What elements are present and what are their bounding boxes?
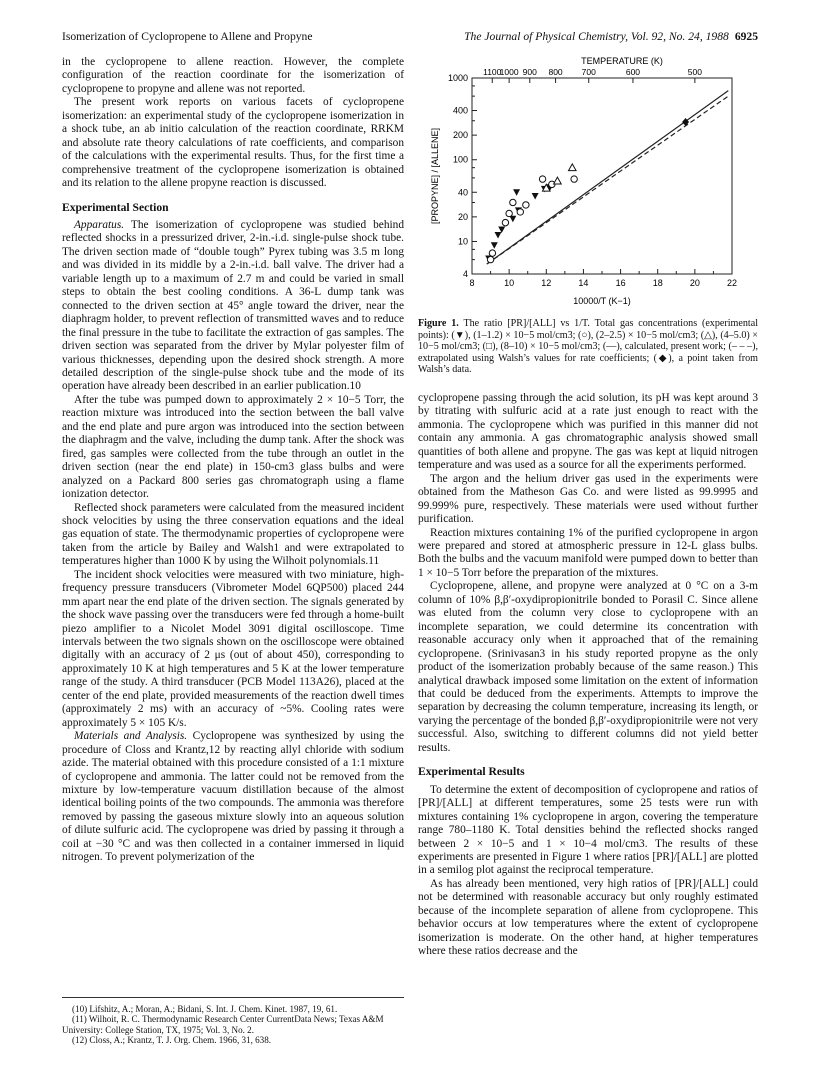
- y-tick-label: 20: [457, 211, 468, 222]
- top-tick-label: 600: [625, 67, 641, 77]
- right-column: [418, 392, 758, 959]
- section-heading-results: Experimental Results: [418, 765, 525, 779]
- paragraph-5: Reflected shock parameters were calculated from the measured incident shock velocities by using the three conservation equations and the ideal gas equation of state. The thermodynamic properties of cyclopropene were taken from the article by Bailey and Walsh1 and were extrapolated to temperatures higher than 1000 K by using the Wilhoit polynomials.11: [62, 501, 404, 568]
- data-point-circle: [523, 202, 529, 208]
- caption-text: The ratio [PR]/[ALL] vs 1/T. Total gas concentrations (experimental points): (▼), (1–1.2) × 10−5 mol/cm3; (○), (2–2.5) × 10−5 mol/cm3; (△), (4–5.0) × 10−5 mol/cm3; (□), (8–10) × 10−5 mol/cm3; (—), calculated, present work; (– – –), extrapolated using Walsh’s values for rate coefficients; (◆), a point taken from Walsh’s data.: [418, 318, 759, 376]
- x-tick-label: 20: [689, 278, 700, 288]
- top-tick-label: 500: [687, 67, 702, 77]
- paragraph-r4: Cyclopropene, allene, and propyne were analyzed at 0 °C on a 3-m column of 10% β,β′-oxydipropionitrile bonded to Porasil C. Since allene was eluted from the column very close to cyclopropene with an incomplete separation, we could determine its concentration with reasonable accuracy only when it approached that of the remaining cyclopropene. (Srinivasan3 in his study reported propyne as the only product of the isomerization probably because of the same reason.) This analytical drawback imposed some limitation on the extent of information that could be deduced from the experiments. Attempts to improve the separation by decreasing the column temperature, increasing its length, or varying the percentage of the bonded β,β′-oxydipropionitrile were not very successful. Also, switching to different columns did not yield better results.: [418, 580, 758, 754]
- y-tick-label: 1000: [447, 73, 468, 83]
- y-tick-label: 200: [452, 130, 468, 141]
- x-tick-label: 12: [541, 278, 552, 288]
- y-tick-label: 4: [462, 269, 468, 279]
- x-axis-label: 10000/T (K−1): [573, 296, 631, 306]
- data-point-up-triangle: [568, 164, 576, 171]
- x-tick-label: 10: [504, 278, 515, 288]
- data-point-circle: [571, 176, 577, 182]
- paragraph-r2: The argon and the helium driver gas used in the experiments were obtained from the Matheson Gas Co. and were listed as 99.9995 and 99.999% pure, respectively. These materials were used without further purification.: [418, 472, 758, 526]
- data-point-circle: [489, 250, 495, 256]
- page-number: 6925: [734, 30, 758, 43]
- data-point-down-triangle: [495, 232, 502, 239]
- x-tick-label: 16: [615, 278, 626, 288]
- paragraph-1: in the cyclopropene to allene reaction. However, the complete configuration of the reaction coordinate for the isomerization of cyclopropene to propyne and allene was not reported.: [62, 56, 404, 95]
- data-point-circle: [506, 210, 512, 216]
- top-axis-label: TEMPERATURE (K): [581, 56, 663, 66]
- y-tick-label: 10: [457, 236, 468, 247]
- paragraph-r1: cyclopropene passing through the acid solution, its pH was kept around 3 by titrating with sulfuric acid at a rate just enough to react with the ammonia. The cyclopropene which was purified in this manner did not contain any ammonia. A gas chromatographic analysis showed small quantities of both allene and propyne. The gas was kept at liquid nitrogen temperature and was used as a source for all the experiments performed.: [418, 392, 758, 472]
- y-tick-label: 100: [452, 154, 468, 165]
- data-point-circle: [510, 199, 516, 205]
- calculated-line: [487, 91, 728, 264]
- paragraph-r6: As has already been mentioned, very high ratios of [PR]/[ALL] could not be determined with reasonable accuracy but only roughly estimated because of the incomplete separation of allene from cyclopropene. This behavior occurs at low temperatures where the extent of cyclopropene isomerization is moderate. On the other hand, at higher temperatures where these ratios decrease and the: [418, 877, 758, 958]
- paragraph-r5: To determine the extent of decomposition of cyclopropene and ratios of [PR]/[ALL] at different temperatures, some 25 tests were run with mixtures containing 1% cyclopropene in argon, covering the temperature range 780–1180 K. Total densities behind the reflected shocks ranged between 2 × 10−5 and 1 × 10−4 mol/cm3. The results of these experiments are presented in Figure 1 where ratios [PR]/[ALL] are plotted in a semilog plot against the reciprocal temperature.: [418, 783, 758, 877]
- figure-1: [418, 56, 758, 326]
- journal-citation: [464, 30, 758, 43]
- data-point-circle: [502, 219, 508, 225]
- paragraph-materials: [62, 730, 404, 865]
- extrapolated-line: [487, 96, 728, 264]
- y-tick-label: 40: [457, 187, 468, 198]
- paragraph-4: After the tube was pumped down to approximately 2 × 10−5 Torr, the reaction mixture was introduced into the section between the ball valve and the end plate and pure argon was introduced into the section between the diaphragm and the valve, including the dump tank. After the shock was fired, gas samples were collected from the tube through an outlet in the driven section (near the end plate) in 150-cm3 glass bulbs and were analyzed on a Packard 800 series gas chromatograph using a flame ionization detector.: [62, 393, 404, 501]
- data-point-down-triangle: [532, 193, 539, 200]
- paragraph-6: The incident shock velocities were measured with two miniature, high-frequency pressure transducers (Vibrometer Model 6QP500) placed 244 mm apart near the end plate of the driven section. The signals generated by the shock wave passing over the transducers were fed through a home-built piezo amplifier to a Nicolet Model 3091 digital oscilloscope. Time intervals between the two signals shown on the oscilloscope were obtained digitally with an accuracy of 2 μs (out of about 450), corresponding to approximately 10 K at high temperatures and 5 K at the lower temperature range of the study. A third transducer (PCB Model 113A26), placed at the center of the end plate, provided measurements of the reaction dwell times (approximately 2 ms) with an accuracy of ~5%. Cooling rates were approximately 5 × 105 K/s.: [62, 568, 404, 729]
- apparatus-text: The isomerization of cyclopropene was studied behind reflected shocks in a pressurized driver, 2-in.-i.d. single-pulse shock tube. The driven section made of “double tough” Pyrex tubing was 3.5 m long and was divided in its middle by a 2-in.-i.d. ball valve. The driver had a variable length up to a maximum of 2.7 m and could be varied in small steps to obtain the best cooling conditions. A 36-L dump tank was connected to the driven section at 45° angle toward the driver, near the diaphragm holder, to prevent reflection of transmitted waves and to reduce the final pressure in the tube to facilitate the extraction of gas samples. The driven section was separated from the driver by Mylar polyester film of various thicknesses, depending upon the desired shock strength. A more detailed description of the single-pulse shock tube and the mode of its operation have already been described in an earlier publication.10: [62, 218, 404, 393]
- figure-caption: [418, 318, 758, 376]
- caption-label: Figure 1.: [418, 318, 459, 329]
- paragraph-r3: Reaction mixtures containing 1% of the purified cyclopropene in argon were prepared and stored at atmospheric pressure in 12-L glass bulbs. Both the bulbs and the vacuum manifold were pumped down to better than 1 × 10−5 Torr before the preparation of the mixtures.: [418, 526, 758, 579]
- top-tick-label: 900: [522, 67, 537, 77]
- ratio-vs-inverse-temperature-chart: [418, 56, 758, 318]
- apparatus-label: Apparatus.: [74, 218, 125, 231]
- paragraph-apparatus: [62, 219, 404, 394]
- data-point-circle: [517, 209, 523, 215]
- y-tick-label: 400: [452, 105, 468, 116]
- plot-frame: [472, 78, 732, 274]
- section-heading-experimental: Experimental Section: [62, 200, 169, 214]
- materials-text: Cyclopropene was synthesized by using the procedure of Closs and Krantz,12 by reacting allyl chloride with sodium azide. The material obtained with this procedure consisted of a 1:1 mixture of cyclopropene and ammonia. The latter could not be removed from the mixture by low-temperature vacuum distillation because of the almost identical boiling points of the two compounds. The ammonia was therefore removed by passing the gaseous mixture slowly into an aqueous solution of dilute sulfuric acid. The cyclopropene was dried by passing it through a coil at −30 °C and was then collected in a container immersed in liquid nitrogen. To prevent polymerization of the: [62, 730, 404, 864]
- data-point-circle: [487, 256, 493, 262]
- top-tick-label: 1000: [499, 67, 519, 77]
- x-tick-label: 22: [726, 278, 738, 288]
- top-tick-label: 800: [548, 67, 563, 77]
- footnote-10: (10) Lifshitz, A.; Moran, A.; Bidani, S. Int. J. Chem. Kinet. 1987, 19, 61.: [72, 1004, 338, 1014]
- y-axis-label: [PROPYNE] / [ALLENE]: [430, 127, 440, 225]
- data-point-circle: [539, 176, 545, 182]
- footnote-12: (12) Closs, A.; Krantz, T. J. Org. Chem. 1966, 31, 638.: [72, 1035, 272, 1046]
- x-tick-label: 8: [469, 278, 475, 288]
- x-tick-label: 18: [652, 278, 663, 288]
- journal-name: The Journal of Physical Chemistry, Vol. 92, No. 24, 1988: [464, 30, 729, 43]
- page-header: [62, 30, 758, 50]
- plot-area: [448, 67, 737, 288]
- top-tick-label: 700: [581, 67, 596, 77]
- data-point-down-triangle: [491, 242, 498, 249]
- top-tick-label: 1100: [483, 67, 502, 77]
- left-column: [62, 56, 404, 1006]
- materials-label: Materials and Analysis.: [74, 730, 188, 743]
- paragraph-2: The present work reports on various facets of cyclopropene isomerization: an experimental study of the cyclopropene isomerization in a shock tube, an ab initio calculation of the reaction coordinate, RRKM and absolute rate theory calculations of rate coefficients, and comparison of the calculations with the experimental results. Thus, for the first time a comprehensive treatment of the cyclopropene isomerization is obtained and its relation to the allene propyne reaction is discussed.: [62, 96, 404, 190]
- data-point-up-triangle: [554, 177, 562, 184]
- data-point-down-triangle: [513, 189, 520, 196]
- footnote-11: (11) Wilhoit, R. C. Thermodynamic Research Center CurrentData News; Texas A&M University: College Station, TX, 1975; Vol. 3, No. 2.: [62, 1014, 384, 1035]
- x-tick-label: 14: [578, 278, 589, 288]
- running-title: Isomerization of Cyclopropene to Allene and Propyne: [62, 30, 313, 43]
- footnotes: [62, 997, 404, 1046]
